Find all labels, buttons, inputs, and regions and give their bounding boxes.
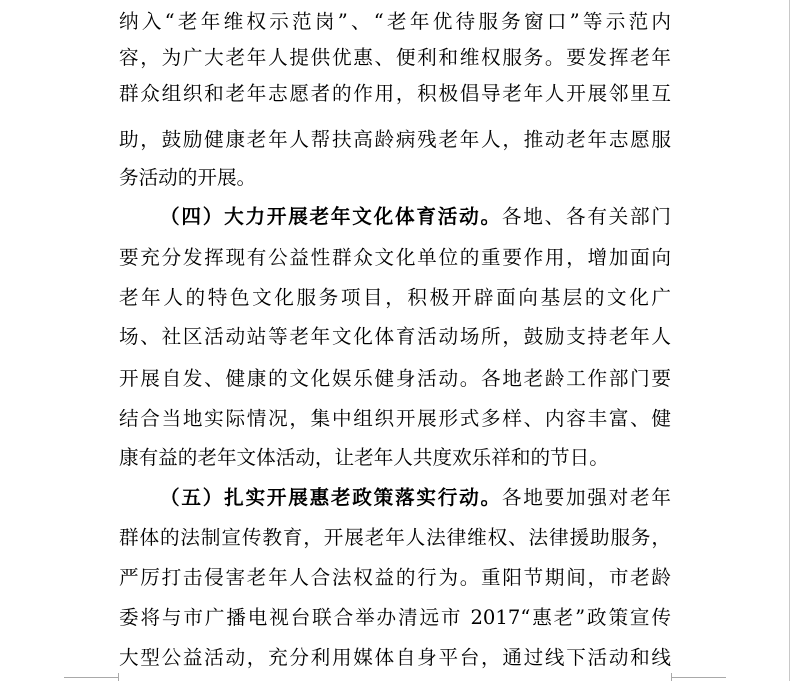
page-edge xyxy=(789,0,790,681)
crop-mark-left-vertical xyxy=(118,673,119,681)
section-4-first-line-text: 各地、各有关部门 xyxy=(501,205,671,228)
paragraph-line: 委将与市广播电视台联合举办清远市 2017“惠老”政策宣传 xyxy=(119,606,671,629)
section-5-first-line-text: 各地要加强对老年 xyxy=(501,486,671,509)
crop-mark-right-vertical xyxy=(671,673,672,681)
paragraph-line: 严厉打击侵害老年人合法权益的行为。重阳节期间，市老龄 xyxy=(119,566,671,589)
paragraph-line: 康有益的老年文体活动，让老年人共度欢乐祥和的节日。 xyxy=(119,446,609,469)
section-4-heading: （四）大力开展老年文化体育活动。 xyxy=(160,205,502,228)
paragraph-line: 结合当地实际情况，集中组织开展形式多样、内容丰富、健 xyxy=(119,407,671,430)
paragraph-line: 容，为广大老年人提供优惠、便利和维权服务。要发挥老年 xyxy=(119,46,671,69)
paragraph-line: 纳入“老年维权示范岗”、“老年优待服务窗口”等示范内 xyxy=(119,10,671,33)
section-5-first-line xyxy=(160,483,671,513)
paragraph-line: 要充分发挥现有公益性群众文化单位的重要作用，增加面向 xyxy=(119,246,671,269)
paragraph-line: 大型公益活动，充分利用媒体自身平台，通过线下活动和线 xyxy=(119,646,671,669)
crop-mark-left xyxy=(64,677,118,678)
paragraph-line: 老年人的特色文化服务项目，积极开辟面向基层的文化广 xyxy=(119,286,671,309)
paragraph-line: 群体的法制宣传教育，开展老年人法律维权、法律援助服务， xyxy=(119,526,671,549)
section-4-first-line xyxy=(160,202,671,232)
crop-mark-right xyxy=(672,677,726,678)
paragraph-line: 助，鼓励健康老年人帮扶高龄病残老年人，推动老年志愿服 xyxy=(119,128,671,151)
paragraph-line: 务活动的开展。 xyxy=(119,166,257,189)
paragraph-line: 群众组织和老年志愿者的作用，积极倡导老年人开展邻里互 xyxy=(119,82,671,105)
paragraph-line: 场、社区活动站等老年文化体育活动场所，鼓励支持老年人 xyxy=(119,325,671,348)
paragraph-line: 开展自发、健康的文化娱乐健身活动。各地老龄工作部门要 xyxy=(119,367,671,390)
section-5-heading: （五）扎实开展惠老政策落实行动。 xyxy=(160,486,502,509)
